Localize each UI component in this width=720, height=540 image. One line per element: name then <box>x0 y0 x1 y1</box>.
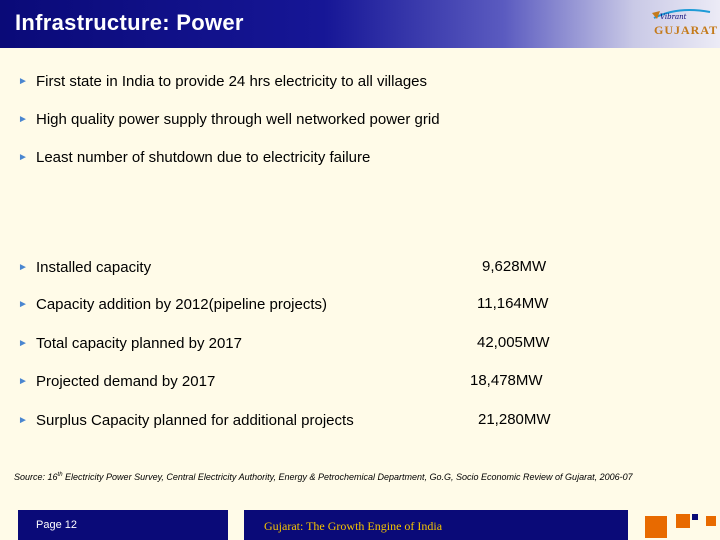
bullet-item <box>18 109 440 129</box>
capacity-value: 9,628MW <box>482 258 547 275</box>
orange-square-icon <box>645 516 667 538</box>
source-note: Source: 16th Electricity Power Survey, Central Electricity Authority, Energy & Petrochemical Department, Go.G, Socio Economic Review of Gujarat, 2006-07 <box>14 472 633 482</box>
capacity-row <box>18 294 327 314</box>
capacity-label: Total capacity planned by 2017 <box>36 334 242 352</box>
bullet-text: Least number of shutdown due to electricity failure <box>36 148 371 166</box>
logo-line2: GUJARAT <box>654 23 719 37</box>
orange-square-icon <box>706 516 716 526</box>
slide-title: Infrastructure: Power <box>15 10 244 35</box>
footer-tagline: Gujarat: The Growth Engine of India <box>264 519 443 533</box>
bullet-item <box>18 71 427 91</box>
bullet-arrow-icon: ► <box>18 75 28 87</box>
bullet-arrow-icon: ► <box>18 414 28 426</box>
bullet-arrow-icon: ► <box>18 337 28 349</box>
bullet-item <box>18 147 370 167</box>
capacity-label: Capacity addition by 2012(pipeline projects) <box>36 295 328 313</box>
blue-square-icon <box>692 514 698 520</box>
capacity-label: Projected demand by 2017 <box>36 372 216 390</box>
bullet-arrow-icon: ► <box>18 375 28 387</box>
capacity-row <box>18 371 215 391</box>
bullet-text: First state in India to provide 24 hrs electricity to all villages <box>36 72 428 90</box>
orange-square-icon <box>676 514 690 528</box>
capacity-label: Installed capacity <box>36 258 152 276</box>
capacity-row <box>18 410 354 430</box>
bullet-arrow-icon: ► <box>18 151 28 163</box>
logo-line1: Vibrant <box>660 13 687 21</box>
capacity-value: 18,478MW <box>470 372 543 389</box>
page-number: Page 12 <box>36 519 77 531</box>
vibrant-gujarat-logo <box>648 4 719 44</box>
capacity-value: 11,164MW <box>477 295 549 312</box>
capacity-value: 21,280MW <box>478 411 551 428</box>
capacity-value: 42,005MW <box>477 334 550 351</box>
capacity-label: Surplus Capacity planned for additional projects <box>36 411 354 429</box>
title-bar <box>0 0 720 48</box>
capacity-row <box>18 257 151 277</box>
capacity-row <box>18 333 242 353</box>
bullet-text: High quality power supply through well networked power grid <box>36 110 440 128</box>
bullet-arrow-icon: ► <box>18 113 28 125</box>
bullet-arrow-icon: ► <box>18 261 28 273</box>
bullet-arrow-icon: ► <box>18 298 28 310</box>
